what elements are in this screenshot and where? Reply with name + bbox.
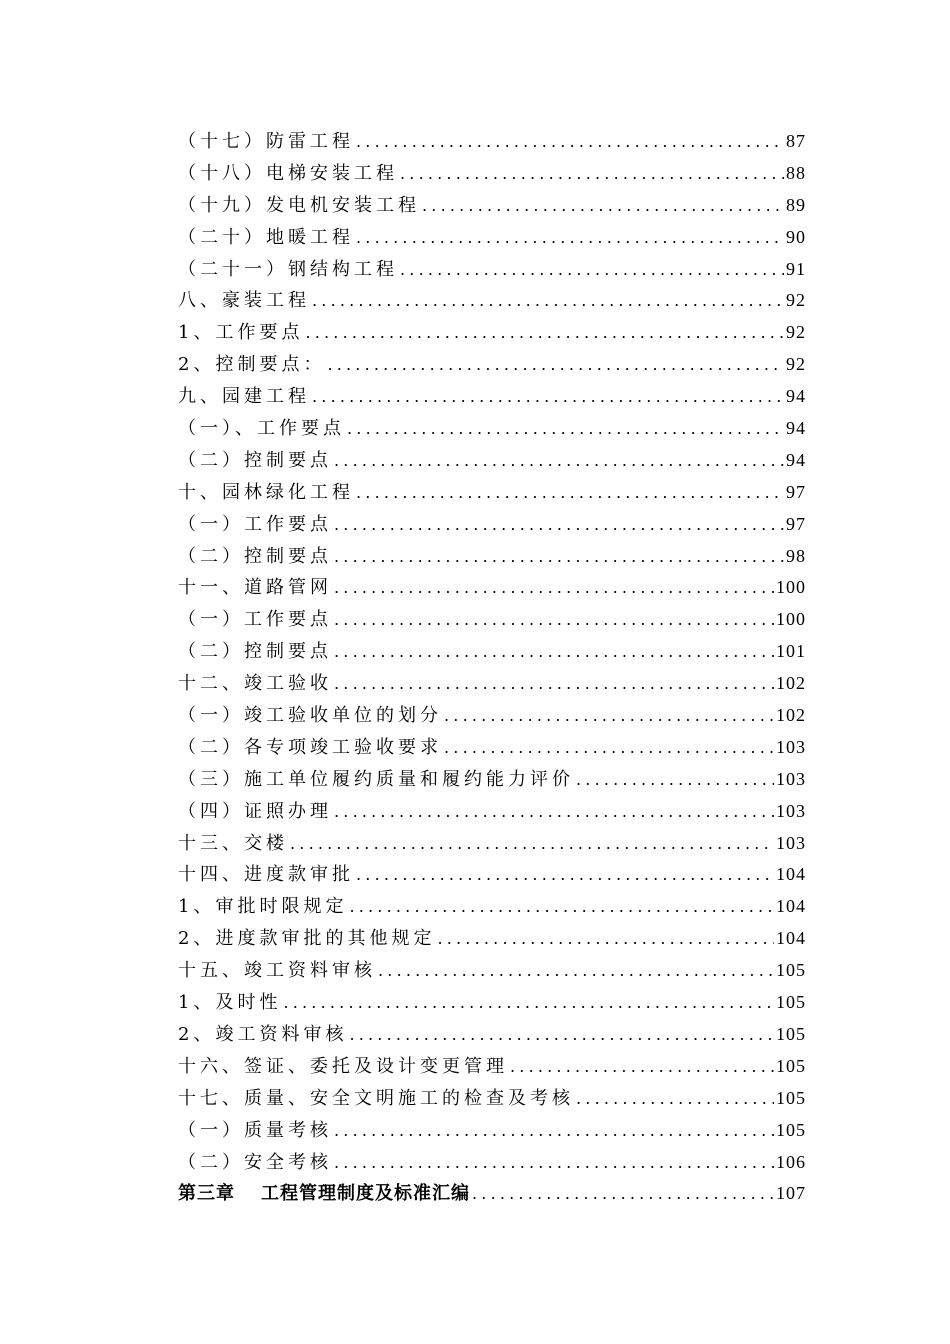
toc-entry-title: 十二、竣工验收 (178, 673, 332, 695)
toc-leader-dots (332, 636, 774, 668)
toc-entry-page: 105 (776, 960, 806, 981)
toc-entry-title: 九、园建工程 (178, 386, 310, 408)
toc-entry-page: 94 (786, 386, 806, 407)
toc-entry-page: 97 (786, 481, 806, 502)
toc-leader-dots (420, 190, 784, 222)
toc-entry[interactable] (178, 349, 806, 381)
toc-entry-page: 89 (786, 194, 806, 215)
toc-leader-dots (332, 604, 774, 636)
toc-entry-title: 十、园林绿化工程 (178, 481, 354, 503)
toc-entry-title: （二）控制要点 (178, 449, 332, 471)
toc-leader-dots (332, 541, 784, 573)
toc-entry-page: 103 (776, 800, 806, 821)
toc-entry-title: 2、竣工资料审核 (178, 1023, 348, 1045)
toc-entry-page: 100 (776, 609, 806, 630)
toc-entry[interactable] (178, 381, 806, 413)
toc-entry-title: 1、及时性 (178, 992, 282, 1014)
toc-entry[interactable] (178, 604, 806, 636)
toc-entry-page: 105 (776, 1055, 806, 1076)
toc-leader-dots (288, 828, 774, 860)
toc-entry[interactable] (178, 413, 806, 445)
toc-entry-page: 94 (786, 418, 806, 439)
toc-entry-page: 105 (776, 992, 806, 1013)
toc-leader-dots (470, 1178, 774, 1210)
toc-entry-title: 2、控制要点： (178, 354, 326, 376)
toc-entry[interactable] (178, 572, 806, 604)
toc-entry[interactable] (178, 1147, 806, 1179)
chapter-label: 第三章 (178, 1183, 235, 1205)
toc-leader-dots (332, 445, 784, 477)
toc-entry[interactable] (178, 541, 806, 573)
toc-leader-dots (332, 509, 784, 541)
toc-entry-title: （二）控制要点 (178, 545, 332, 567)
toc-leader-dots (332, 572, 774, 604)
toc-leader-dots (345, 413, 784, 445)
toc-entry-page: 92 (786, 354, 806, 375)
toc-entry-title: 十四、进度款审批 (178, 864, 354, 886)
toc-leader-dots (325, 349, 784, 381)
toc-leader-dots (310, 381, 784, 413)
toc-entry-page: 87 (786, 131, 806, 151)
toc-entry[interactable] (178, 1115, 806, 1147)
toc-entry[interactable] (178, 1051, 806, 1083)
toc-entry-title: 十七、质量、安全文明施工的检查及考核 (178, 1087, 574, 1109)
toc-entry[interactable] (178, 126, 806, 158)
toc-entry[interactable] (178, 509, 806, 541)
toc-entry[interactable] (178, 828, 806, 860)
toc-entry[interactable] (178, 285, 806, 317)
toc-leader-dots (442, 700, 774, 732)
toc-entry-title: （三）施工单位履约质量和履约能力评价 (178, 768, 574, 790)
toc-entry-page: 106 (776, 1151, 806, 1172)
toc-leader-dots (354, 126, 784, 158)
toc-entry-page: 105 (776, 1023, 806, 1044)
toc-entry-page: 90 (786, 226, 806, 247)
toc-entry-title: （十八）电梯安装工程 (178, 162, 398, 184)
toc-leader-dots (354, 477, 784, 509)
toc-entry-page: 104 (776, 864, 806, 885)
table-of-contents (178, 126, 806, 1210)
toc-entry[interactable] (178, 668, 806, 700)
toc-entry[interactable] (178, 732, 806, 764)
toc-entry[interactable] (178, 1083, 806, 1115)
toc-entry-title: 1、工作要点 (178, 322, 304, 344)
toc-chapter-title (178, 1178, 470, 1210)
toc-entry[interactable] (178, 222, 806, 254)
toc-entry[interactable] (178, 987, 806, 1019)
toc-leader-dots (376, 955, 774, 987)
toc-leader-dots (435, 923, 774, 955)
toc-entry-page: 94 (786, 449, 806, 470)
toc-entry-title: 十五、竣工资料审核 (178, 960, 376, 982)
toc-entry-title: （十九）发电机安装工程 (178, 194, 420, 216)
toc-leader-dots (347, 1019, 774, 1051)
toc-leader-dots (303, 317, 784, 349)
toc-entry-title: 八、豪装工程 (178, 290, 310, 312)
toc-entry-title: （一）、工作要点 (178, 418, 345, 440)
toc-entry-title: 1、审批时限规定 (178, 896, 348, 918)
toc-entry-page: 105 (776, 1087, 806, 1108)
toc-entry-page: 102 (776, 673, 806, 694)
toc-entry-page: 104 (776, 928, 806, 949)
toc-entry-title: （二）控制要点 (178, 641, 332, 663)
toc-chapter-page: 107 (776, 1183, 806, 1204)
toc-entry-title: （一）工作要点 (178, 513, 332, 535)
toc-entry[interactable] (178, 1019, 806, 1051)
toc-entry-title: （四）证照办理 (178, 800, 332, 822)
toc-entry-title: （二十一）钢结构工程 (178, 258, 398, 280)
toc-entry[interactable] (178, 254, 806, 286)
toc-entry-page: 103 (776, 736, 806, 757)
toc-entry[interactable] (178, 859, 806, 891)
toc-entry[interactable] (178, 190, 806, 222)
toc-entry-page: 98 (786, 545, 806, 566)
toc-entry-page: 104 (776, 896, 806, 917)
toc-entry-title: （二十）地暖工程 (178, 226, 354, 248)
toc-leader-dots (354, 859, 774, 891)
toc-entry-page: 92 (786, 290, 806, 311)
toc-entry-title: （二）各专项竣工验收要求 (178, 736, 442, 758)
toc-entry[interactable] (178, 923, 806, 955)
toc-entry[interactable] (178, 700, 806, 732)
toc-entry-title: 十六、签证、委托及设计变更管理 (178, 1055, 508, 1077)
toc-entry-page: 91 (786, 258, 806, 279)
toc-leader-dots (398, 158, 784, 190)
toc-entry-title: （十七）防雷工程 (178, 131, 354, 152)
toc-entry-title: （一）质量考核 (178, 1119, 332, 1141)
toc-leader-dots (310, 285, 784, 317)
toc-leader-dots (442, 732, 774, 764)
toc-leader-dots (354, 222, 784, 254)
toc-entry[interactable] (178, 636, 806, 668)
toc-leader-dots (332, 796, 774, 828)
toc-entry[interactable] (178, 764, 806, 796)
toc-entry-title: （一）工作要点 (178, 609, 332, 631)
toc-entry-page: 92 (786, 322, 806, 343)
toc-leader-dots (281, 987, 774, 1019)
toc-entry-page: 100 (776, 577, 806, 598)
toc-entry-title: 十三、交楼 (178, 832, 288, 854)
toc-leader-dots (332, 668, 774, 700)
toc-entry[interactable] (178, 796, 806, 828)
toc-leader-dots (347, 891, 774, 923)
toc-chapter-entry[interactable] (178, 1178, 806, 1210)
toc-leader-dots (398, 254, 784, 286)
toc-leader-dots (508, 1051, 774, 1083)
toc-leader-dots (574, 764, 774, 796)
chapter-name: 工程管理制度及标准汇编 (261, 1183, 470, 1205)
toc-entry[interactable] (178, 445, 806, 477)
toc-entry[interactable] (178, 158, 806, 190)
toc-entry-title: （一）竣工验收单位的划分 (178, 705, 442, 727)
toc-entry-page: 97 (786, 513, 806, 534)
toc-entry-title: 2、进度款审批的其他规定 (178, 928, 436, 950)
toc-entry[interactable] (178, 955, 806, 987)
toc-leader-dots (332, 1115, 774, 1147)
toc-entry-page: 88 (786, 162, 806, 183)
toc-entry-page: 101 (776, 641, 806, 662)
toc-entry-title: （二）安全考核 (178, 1151, 332, 1173)
toc-entry[interactable] (178, 477, 806, 509)
toc-entry[interactable] (178, 891, 806, 923)
toc-entry-page: 103 (776, 768, 806, 789)
toc-entry-page: 105 (776, 1119, 806, 1140)
toc-leader-dots (332, 1147, 774, 1179)
toc-leader-dots (574, 1083, 774, 1115)
toc-entry[interactable] (178, 317, 806, 349)
toc-entry-page: 103 (776, 832, 806, 853)
toc-entry-page: 102 (776, 705, 806, 726)
toc-entry-title: 十一、道路管网 (178, 577, 332, 599)
